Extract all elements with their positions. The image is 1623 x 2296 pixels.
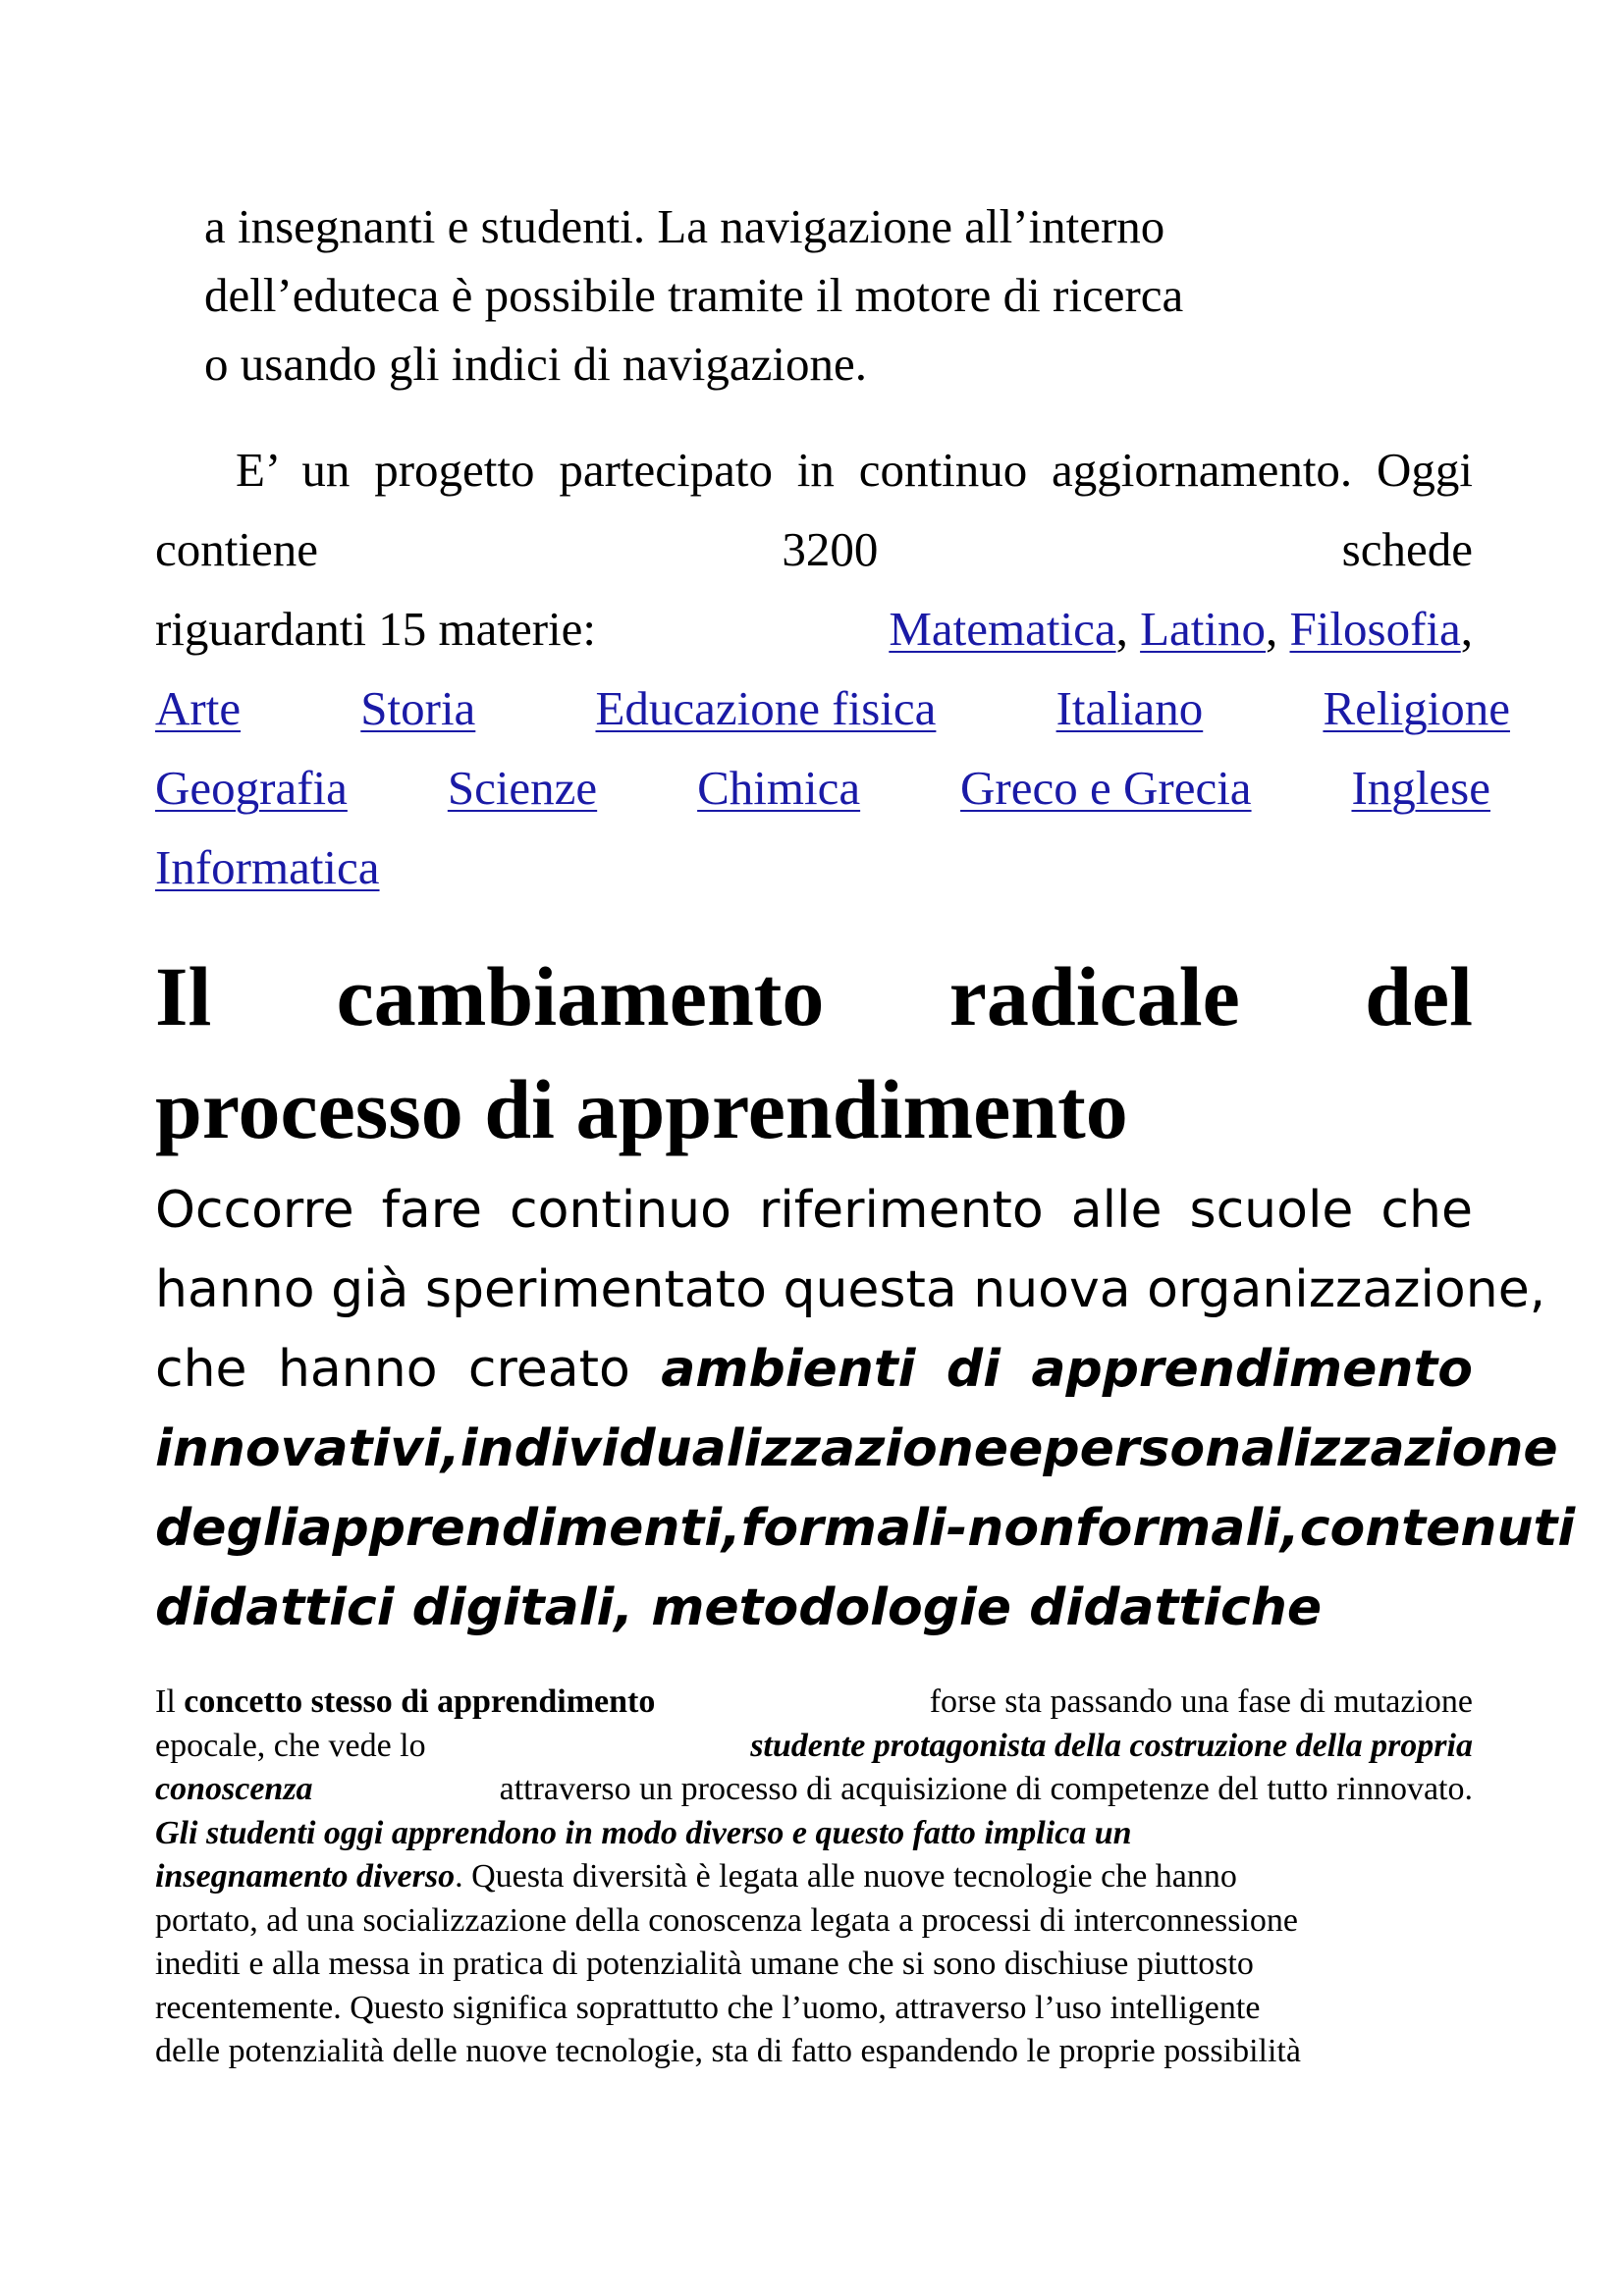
sub-line: innovativi, individualizzazione e personalizzazione — [155, 1419, 1558, 1478]
sub-line: che hanno creato ambienti di apprendimento — [155, 1340, 1473, 1399]
heading-line2: processo di apprendimento — [155, 1062, 1128, 1156]
subject-link-inglese[interactable]: Inglese — [1351, 761, 1490, 815]
subject-link-arte[interactable]: Arte — [155, 681, 242, 735]
body-line: conoscenza attraverso un processo di acquisizione di competenze del tutto rinnovato. — [155, 1771, 1473, 1807]
body-line: portato, ad una socializzazione della conoscenza legata a processi di interconnessione — [155, 1901, 1299, 1939]
sub-line: hanno già sperimentato questa nuova organizzazione, — [155, 1260, 1546, 1319]
subjects-links — [155, 589, 1530, 907]
body-line: inediti e alla messa in pratica di potenzialità umane che si sono dischiuse piuttosto — [155, 1946, 1254, 1982]
subject-link-greco-e-grecia[interactable]: Greco e Grecia — [960, 761, 1252, 815]
heading-line1: Il cambiamento radicale del — [155, 949, 1473, 1043]
body-line: insegnamento diverso. Questa diversità è legata alle nuove tecnologie che hanno — [155, 1858, 1237, 1895]
subject-link-informatica[interactable]: Informatica — [155, 840, 380, 894]
section-heading — [155, 940, 1473, 1166]
subject-link-italiano[interactable]: Italiano — [1055, 681, 1204, 735]
body-line: epocale, che vede lo studente protagonista della costruzione della propria — [155, 1727, 1473, 1764]
subjects-prefix: riguardanti 15 materie: — [155, 602, 596, 656]
subject-link-filosofia[interactable]: Filosofia — [1289, 602, 1461, 656]
body-line: Il concetto stesso di apprendimento forse sta passando una fase di mutazione — [155, 1683, 1473, 1720]
lead-paragraph — [204, 192, 1473, 399]
subject-link-storia[interactable]: Storia — [360, 681, 476, 735]
body-line: Gli studenti oggi apprendono in modo diverso e questo fatto implica un — [155, 1814, 1132, 1851]
subjects-row — [155, 668, 1510, 748]
subject-link-geografia[interactable]: Geografia — [155, 761, 348, 815]
lead-line: dell’eduteca è possibile tramite il motore di ricerca — [204, 268, 1184, 322]
subject-link-educazione-fisica[interactable]: Educazione fisica — [595, 681, 937, 735]
subject-link-scienze[interactable]: Scienze — [447, 761, 598, 815]
sub-line: Occorre fare continuo riferimento alle scuole che — [155, 1181, 1473, 1240]
project-text-line1: E’ un progetto partecipato in continuo — [236, 443, 1028, 497]
subjects-row — [155, 828, 1530, 907]
project-paragraph — [155, 430, 1473, 589]
subject-link-matematica[interactable]: Matematica — [889, 602, 1116, 656]
body-line: recentemente. Questo significa soprattutto che l’uomo, attraverso l’uso intelligente — [155, 1989, 1261, 2026]
subject-link-chimica[interactable]: Chimica — [697, 761, 861, 815]
subject-link-religione[interactable]: Religione — [1323, 681, 1510, 735]
sub-line: degli apprendimenti, formali-non formali, contenuti — [155, 1499, 1576, 1558]
lead-line: a insegnanti e studenti. La navigazione all’interno — [204, 199, 1165, 253]
subjects-row — [155, 748, 1490, 828]
body-line: delle potenzialità delle nuove tecnologie, sta di fatto espandendo le proprie possibilità — [155, 2033, 1301, 2069]
subjects-row: riguardanti 15 materie: Matematica, Latino, Filosofia, — [155, 589, 1473, 668]
sub-line: didattici digitali, metodologie didattiche — [155, 1578, 1323, 1637]
lead-line: o usando gli indici di navigazione. — [204, 337, 867, 391]
body-paragraph — [155, 1681, 1473, 2074]
subheading-paragraph — [155, 1171, 1576, 1648]
project-text-line2: aggiornamento. Oggi contiene 3200 schede — [155, 443, 1473, 576]
subject-link-latino[interactable]: Latino — [1140, 602, 1267, 656]
